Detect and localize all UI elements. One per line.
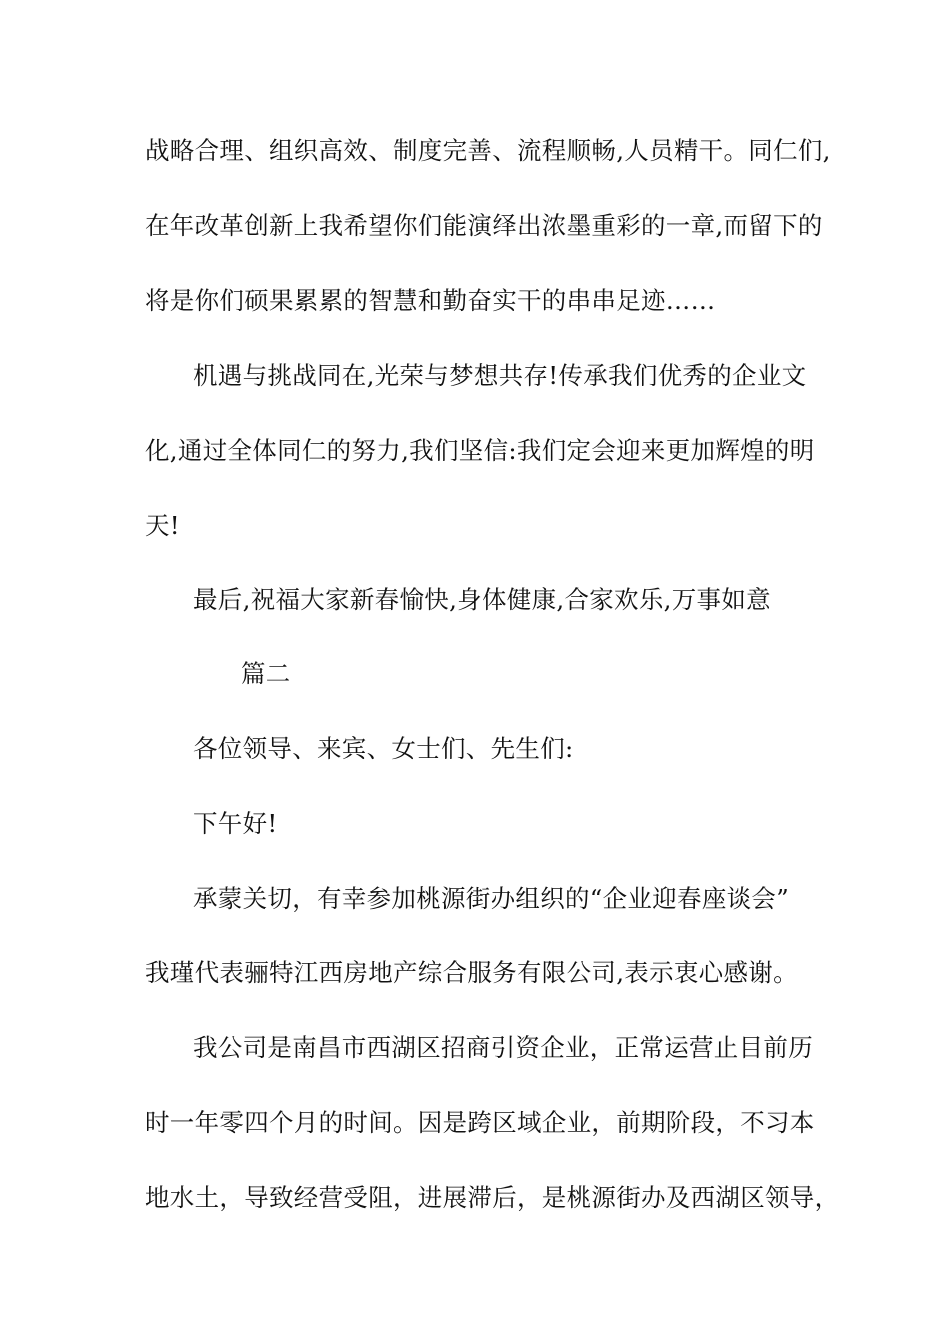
body-text-line: 化,通过全体同仁的努力,我们坚信:我们定会迎来更加辉煌的明 [145, 436, 815, 465]
body-text-line: 地水土，导致经营受阻，进展滞后，是桃源街办及西湖区领导， [145, 1183, 840, 1212]
body-text-line: 在年改革创新上我希望你们能演绎出浓墨重彩的一章,而留下的 [145, 211, 823, 240]
body-text-line: 将是你们硕果累累的智慧和勤奋实干的串串足迹…… [145, 286, 716, 315]
paragraph-first-line: 最后,祝福大家新春愉快,身体健康,合家欢乐,万事如意 [193, 585, 771, 614]
paragraph-first-line: 承蒙关切，有幸参加桃源街办组织的“企业迎春座谈会” [193, 884, 790, 913]
section-heading: 篇二 [241, 659, 291, 688]
paragraph-first-line: 我公司是南昌市西湖区招商引资企业，正常运营止目前历 [193, 1033, 813, 1062]
body-text-line: 天! [145, 511, 180, 540]
body-text-line: 时一年零四个月的时间。因是跨区域企业，前期阶段，不习本 [145, 1108, 815, 1137]
salutation-line: 各位领导、来宾、女士们、先生们: [193, 734, 574, 763]
paragraph-first-line: 机遇与挑战同在,光荣与梦想共存!传承我们优秀的企业文 [193, 361, 807, 390]
body-text-line: 战略合理、组织高效、制度完善、流程顺畅,人员精干。同仁们, [145, 136, 831, 165]
greeting-line: 下午好! [193, 809, 278, 838]
body-text-line: 我瑾代表骊特江西房地产综合服务有限公司,表示衷心感谢。 [145, 958, 798, 987]
